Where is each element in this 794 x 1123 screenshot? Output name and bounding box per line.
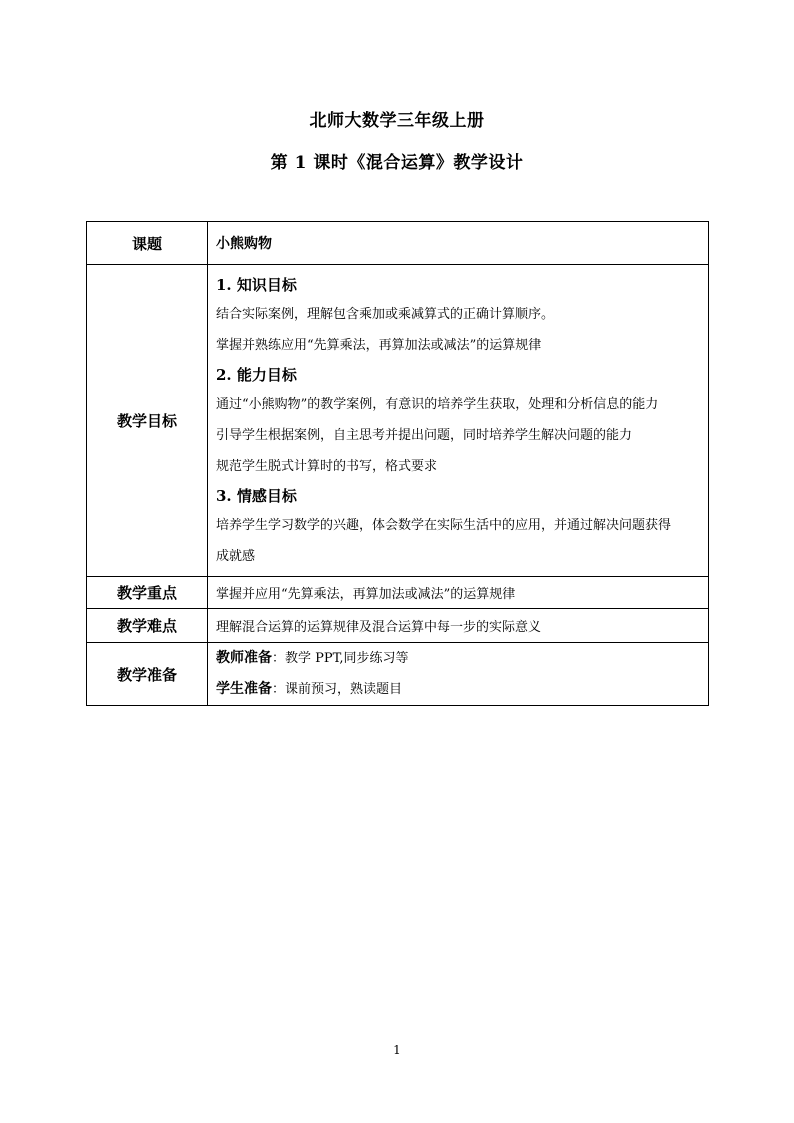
lesson-plan-table — [86, 221, 709, 706]
emotion-line: 成就感 — [216, 549, 256, 564]
topic-label: 课题 — [87, 222, 208, 265]
knowledge-line: 掌握并熟练应用“先算乘法，再算加法或减法”的运算规律 — [216, 338, 542, 353]
page-number: 1 — [393, 1043, 401, 1057]
student-prep-value: ：课前预习，熟读题目 — [272, 682, 403, 697]
key-value: 掌握并应用“先算乘法，再算加法或减法”的运算规律 — [208, 577, 709, 609]
emotion-heading: 3. 情感目标 — [216, 487, 297, 505]
document-title: 北师大数学三年级上册 — [309, 111, 485, 131]
table-row — [87, 609, 709, 643]
student-prep-label: 学生准备 — [216, 681, 272, 697]
table-row — [87, 577, 709, 609]
student-prep — [216, 674, 704, 705]
teacher-prep-label: 教师准备 — [216, 650, 272, 666]
difficulty-value: 理解混合运算的运算规律及混合运算中每一步的实际意义 — [208, 609, 709, 643]
topic-value: 小熊购物 — [208, 222, 709, 265]
ability-line: 规范学生脱式计算时的书写，格式要求 — [216, 459, 438, 474]
knowledge-heading: 1. 知识目标 — [216, 276, 297, 294]
table-row — [87, 265, 709, 577]
ability-heading: 2. 能力目标 — [216, 366, 297, 384]
goals-label: 教学目标 — [87, 265, 208, 577]
teacher-prep-value: ：教学 PPT,同步练习等 — [272, 651, 409, 666]
ability-line: 通过“小熊购物”的教学案例，有意识的培养学生获取，处理和分析信息的能力 — [216, 397, 659, 412]
goals-content — [208, 265, 709, 577]
knowledge-line: 结合实际案例，理解包含乘加或乘减算式的正确计算顺序。 — [216, 307, 555, 322]
difficulty-label: 教学难点 — [87, 609, 208, 643]
document-subtitle: 第 1 课时《混合运算》教学设计 — [270, 153, 524, 173]
ability-line: 引导学生根据案例，自主思考并提出问题，同时培养学生解决问题的能力 — [216, 428, 633, 443]
table-row — [87, 643, 709, 706]
key-label: 教学重点 — [87, 577, 208, 609]
teacher-prep — [216, 643, 704, 674]
table-row — [87, 222, 709, 265]
emotion-line: 培养学生学习数学的兴趣，体会数学在实际生活中的应用，并通过解决问题获得 — [216, 518, 672, 533]
prep-content — [208, 643, 709, 706]
prep-label: 教学准备 — [87, 643, 208, 706]
